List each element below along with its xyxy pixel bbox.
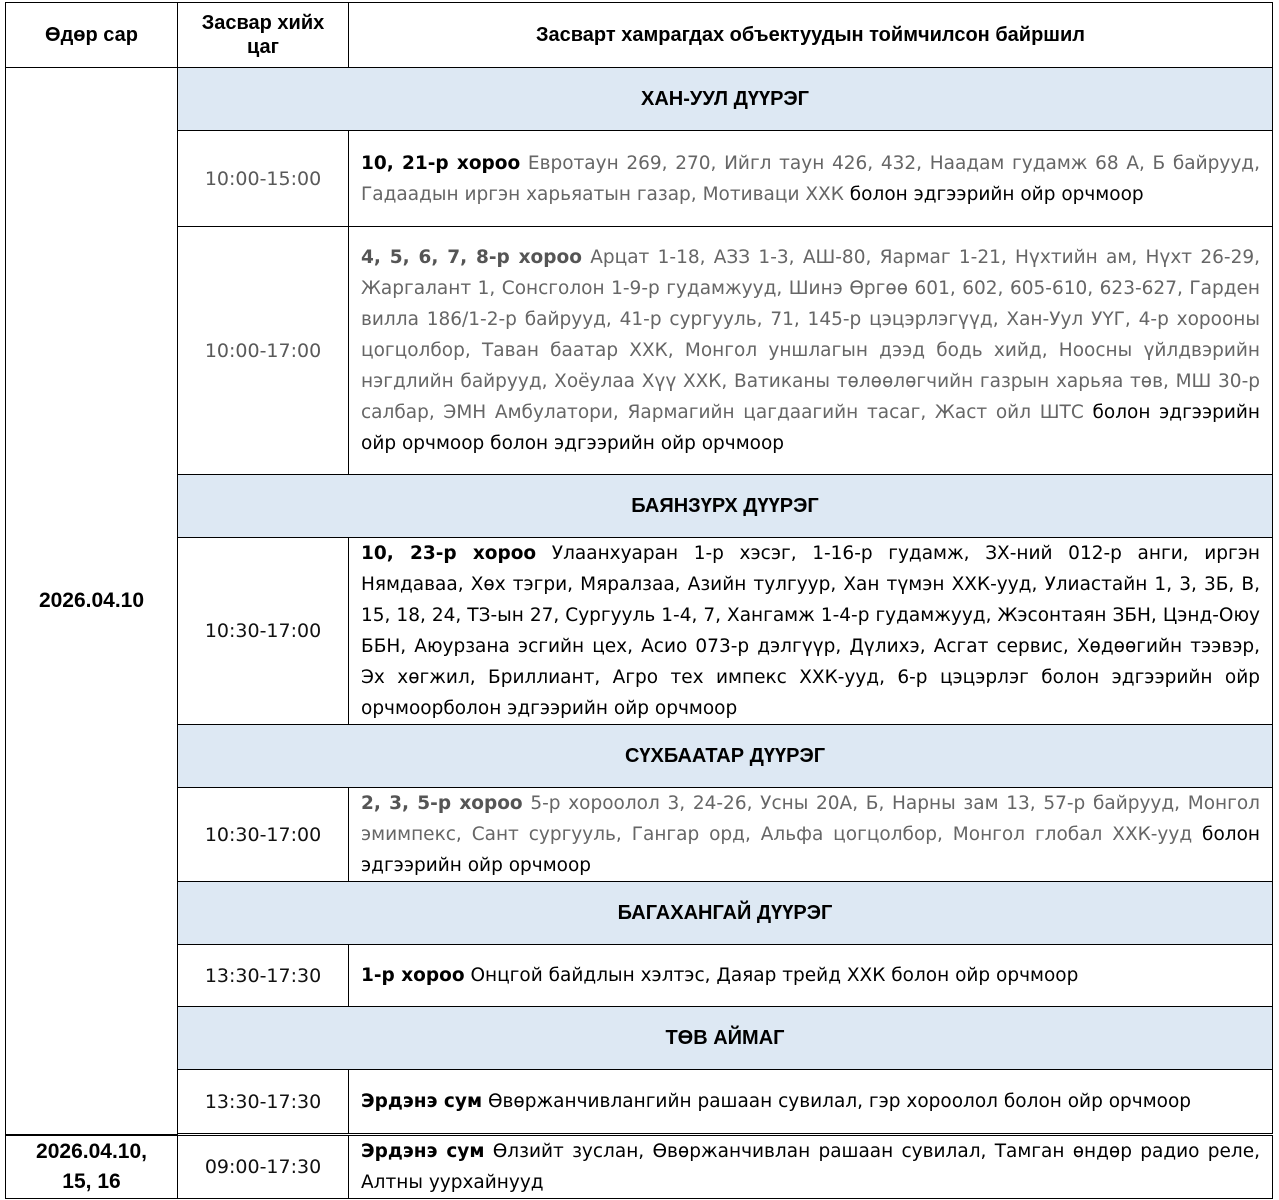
time-cell: 13:30-17:30 [178, 945, 349, 1007]
location-cell [349, 1135, 1273, 1198]
location-tail: болон эдгээрийн ойр орчмоор [849, 183, 1144, 205]
date-cell: 2026.04.10 [6, 68, 178, 1135]
time-cell: 10:30-17:00 [178, 538, 349, 725]
location-text: Онцгой байдлын хэлтэс, Даяар трейд ХХК болон ойр орчмоор [470, 965, 1079, 986]
location-cell [349, 788, 1273, 882]
location-cell [349, 945, 1273, 1007]
header-row [6, 3, 1273, 68]
table-row [6, 1135, 1273, 1198]
sum-label: Эрдэнэ сум [361, 1140, 485, 1162]
location-text: 5-р хороолол 3, 24-26, Усны 20А, Б, Нарны зам 13, 57-р байрууд, Монгол эмимпекс, Сант сургууль, Гангар орд, Альфа цогцолбор, Монгол глобал ХХК-ууд [361, 793, 1260, 845]
time-column-header [178, 3, 349, 68]
sum-label: Эрдэнэ сум [361, 1091, 483, 1112]
khoroo-label: 4, 5, 6, 7, 8-р хороо [361, 247, 582, 268]
section-row [6, 725, 1273, 788]
section-row [6, 1007, 1273, 1070]
section-row [6, 68, 1273, 131]
date-cell: 2026.04.10, 15, 16 [6, 1135, 178, 1198]
table-row [6, 945, 1273, 1007]
location-tail: болон эдгээрийн ойр орчмоор болон эдгээрийн ойр орчмоор [361, 402, 1261, 454]
location-column-header: Засварт хамрагдах объектуудын тоймчилсон байршил [349, 3, 1273, 68]
location-text: Улаанхуаран 1-р хэсэг, 1-16-р гудамж, ЗХ-ний 012-р анги, иргэн Нямдаваа, Хөх тэгри, Мяралзаа, Азийн тулгуур, Хан түмэн ХХК-ууд, Улиастайн 1, 3, 3Б, В, 15, 18, 24, ТЗ-ын 27, Сургууль 1-4, 7, Хангамж 1-4-р гудамжууд, Жэсонтаян ЗБН, Цэнд-Оюу ББН, Аюурзана эсгийн цех, Асио 073-р дэлгүүр, Дүлихэ, Асгат сервис, Хөдөөгийн тээвэр, Эх хөгжил, Бриллиант, Агро тех импекс ХХК-ууд, 6-р цэцэрлэг болон эдгээрийн ойр орчмоорболон эдгээрийн ойр орчмоор [361, 543, 1260, 719]
section-sukhbaatar: СҮХБААТАР ДҮҮРЭГ [178, 725, 1273, 788]
section-bagakhangai: БАГАХАНГАЙ ДҮҮРЭГ [178, 882, 1273, 945]
location-cell [349, 131, 1273, 227]
location-cell [349, 538, 1273, 725]
location-tail: болон эдгээрийн ойр орчмоор [361, 824, 1260, 876]
table-row [6, 131, 1273, 227]
table-row [6, 227, 1273, 475]
table-row [6, 538, 1273, 725]
time-cell: 13:30-17:30 [178, 1070, 349, 1134]
location-text: Өлзийт зуслан, Өвөржанчивлан рашаан сувилал, Тамган өндөр радио реле, Алтны уурхайнууд [361, 1140, 1260, 1193]
section-bayanzurkh: БАЯНЗҮРХ ДҮҮРЭГ [178, 475, 1273, 538]
time-cell: 10:00-15:00 [178, 131, 349, 227]
khoroo-label: 1-р хороо [361, 965, 465, 986]
section-row [6, 475, 1273, 538]
table-row [6, 1070, 1273, 1134]
time-cell: 09:00-17:30 [178, 1135, 349, 1198]
location-text: Өвөржанчивлангийн рашаан сувилал, гэр хороолол болон ойр орчмоор [487, 1091, 1192, 1112]
location-cell [349, 1070, 1273, 1134]
time-cell: 10:00-17:00 [178, 227, 349, 475]
khoroo-label: 2, 3, 5-р хороо [361, 793, 523, 814]
section-row [6, 882, 1273, 945]
time-cell: 10:30-17:00 [178, 788, 349, 882]
location-text: Евротаун 269, 270, Ийгл таун 426, 432, Наадам гудамж 68 А, Б байрууд, Гадаадын иргэн харьяатын газар, Мотиваци ХХК [361, 152, 1260, 205]
khoroo-label: 10, 21-р хороо [361, 152, 521, 174]
location-text: Арцат 1-18, АЗЗ 1-3, АШ-80, Яармаг 1-21, Нүхтийн ам, Нүхт 26-29, Жаргалант 1, Сонсголон 1-9-р гудамжууд, Шинэ Өргөө 601, 602, 605-610, 623-627, Гарден вилла 186/1-2-р байрууд, 41-р сургууль, 71, 145-р цэцэрлэгүүд, Хан-Уул УҮГ, 4-р хорооны цогцолбор, Таван баатар ХХК, Монгол уншлагын дээд бодь хийд, Ноосны үйлдвэрийн нэгдлийн байрууд, Хоёулаа Хүү ХХК, Ватиканы төлөөлөгчийн газрын харьяа төв, МШ 30-р салбар, ЭМН Амбулатори, Яармагийн цагдаагийн тасаг, Жаст ойл ШТС [361, 247, 1260, 423]
table-row [6, 788, 1273, 882]
outage-schedule-table [5, 2, 1273, 1199]
section-khan-uul: ХАН-УУЛ ДҮҮРЭГ [178, 68, 1273, 131]
section-tuv: ТӨВ АЙМАГ [178, 1007, 1273, 1070]
date-column-header: Өдөр сар [6, 3, 178, 68]
khoroo-label: 10, 23-р хороо [361, 543, 537, 564]
time-header-text: Засвар хийх цаг [201, 12, 325, 58]
location-cell [349, 227, 1273, 475]
